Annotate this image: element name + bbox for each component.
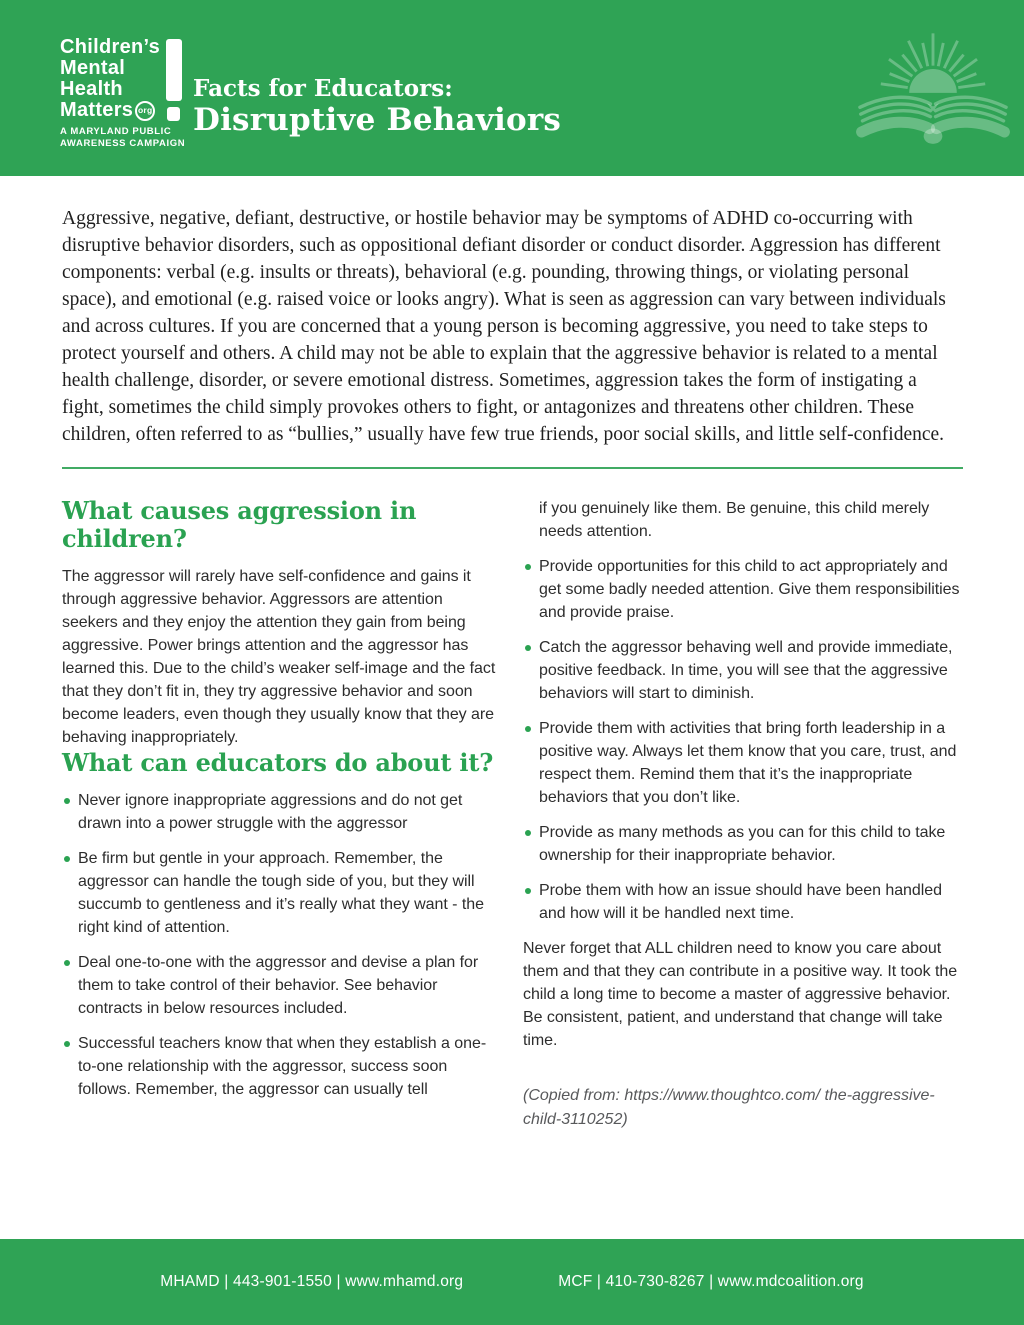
left-column: [62, 497, 497, 1148]
heading-what-causes-aggression: What causes aggression in children?: [62, 496, 417, 553]
footer-contact-mcf: MCF | 410-730-8267 | www.mdcoalition.org: [558, 1273, 864, 1290]
bullet-item: Deal one-to-one with the aggressor and devise a plan for them to take control of their behavior. See behavior contracts in below resources included.: [62, 951, 497, 1020]
org-badge: org: [135, 101, 155, 121]
closing-paragraph: Never forget that ALL children need to know you care about them and that they can contribute in a positive way. It took the child a long time to become a master of aggressive behavior. Be consistent, patient, and understand that change will take time.: [523, 940, 958, 1049]
campaign-logo: [60, 37, 210, 149]
document-body: [0, 176, 1024, 1239]
logo-line-childrens: Children’s: [60, 36, 161, 58]
logo-line-mental: Mental: [60, 57, 126, 79]
bullet-continuation-text: if you genuinely like them. Be genuine, this child merely needs attention.: [539, 500, 930, 540]
logo-line-health: Health: [60, 78, 123, 100]
bullet-item: Provide as many methods as you can for this child to take ownership for their inappropriate behavior.: [523, 821, 963, 867]
book-sunrise-watermark-icon: [848, 12, 1018, 172]
source-citation: (Copied from: https://www.thoughtco.com/ the-aggressive-child-3110252): [523, 1087, 935, 1128]
heading-what-can-educators-do: What can educators do about it?: [62, 748, 494, 777]
footer-contact-mhamd: MHAMD | 443-901-1550 | www.mhamd.org: [160, 1273, 464, 1290]
header-band: [0, 0, 1024, 176]
two-column-layout: [62, 497, 963, 1148]
bullet-item: Successful teachers know that when they establish a one-to-one relationship with the aggressor, success soon follows. Remember, the aggressor can usually tell: [62, 1032, 497, 1101]
header-titles: [193, 76, 561, 138]
logo-line-matters: Matters org: [60, 100, 210, 121]
educators-bullet-list-left: [62, 789, 497, 1101]
educators-bullet-list-right: [523, 555, 963, 925]
bullet-item: Be firm but gentle in your approach. Remember, the aggressor can handle the tough side of you, but they will succumb to gentleness and it’s really what they want - the right kind of attention.: [62, 847, 497, 939]
causes-paragraph: The aggressor will rarely have self-confidence and gains it through aggressive behavior. Aggressors are attention seekers and they enjoy the attention they gain from being aggressive. Power brings attention and the aggressor has learned this. Due to the child’s weaker self-image and the fact that they don’t fit in, they try aggressive behavior and soon become leaders, even though they usually know that they are behaving inappropriately.: [62, 568, 496, 746]
bullet-item: Probe them with how an issue should have been handled and how will it be handled next time.: [523, 879, 963, 925]
logo-tagline: A MARYLAND PUBLIC AWARENESS CAMPAIGN: [60, 126, 186, 149]
section-divider: [62, 467, 963, 469]
bullet-item: Provide them with activities that bring forth leadership in a positive way. Always let them know that you care, trust, and respect them. Remind them that it’s the inappropriate behaviors that you don’t like.: [523, 717, 963, 809]
header-kicker: Facts for Educators:: [193, 75, 453, 102]
bullet-item: Catch the aggressor behaving well and provide immediate, positive feedback. In time, you will see that the aggressive behaviors will start to diminish.: [523, 636, 963, 705]
exclamation-mark-icon: [166, 39, 182, 101]
exclamation-dot-icon: [167, 107, 180, 121]
intro-paragraph: Aggressive, negative, defiant, destructive, or hostile behavior may be symptoms of ADHD co-occurring with disruptive behavior disorders, such as oppositional defiant disorder or conduct disorder. Aggression has different components: verbal (e.g. insults or threats), behavioral (e.g. pounding, throwing things, or violating personal space), and emotional (e.g. raised voice or looks angry). What is seen as aggression can vary between individuals and across cultures. If you are concerned that a young person is becoming aggressive, you need to take steps to protect yourself and others. A child may not be able to explain that the aggressive behavior is related to a mental health challenge, disorder, or severe emotional distress. Sometimes, aggression takes the form of instigating a fight, sometimes the child simply provokes others to fight, or antagonizes and threatens other children. These children, often referred to as “bullies,” usually have few true friends, poor social skills, and little self-confidence.: [62, 208, 946, 445]
footer-band: [0, 1239, 1024, 1325]
bullet-item: Provide opportunities for this child to act appropriately and get some badly needed attention. Give them responsibilities and provide praise.: [523, 555, 963, 624]
bullet-item: Never ignore inappropriate aggressions and do not get drawn into a power struggle with the aggressor: [62, 789, 497, 835]
right-column: [523, 497, 963, 1148]
page-title: Disruptive Behaviors: [193, 102, 562, 138]
